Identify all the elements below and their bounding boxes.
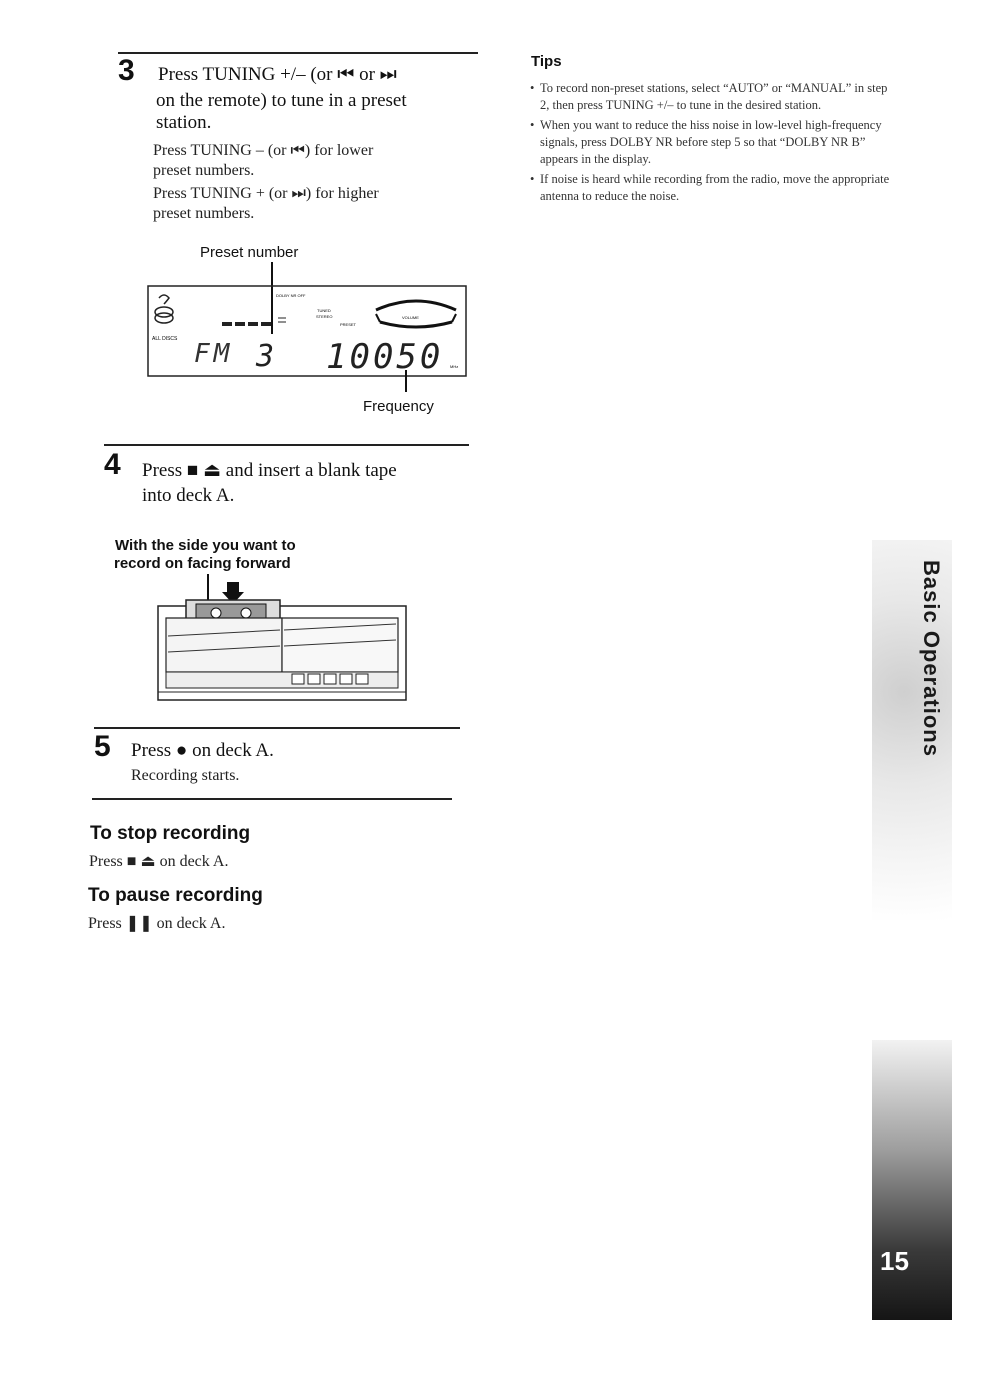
step5-body: Recording starts.	[131, 767, 240, 784]
page-number-tab	[872, 1040, 952, 1320]
preset-number-label: Preset number	[200, 244, 299, 261]
display-panel-illustration	[140, 262, 475, 392]
stop-recording-text: Press ■ ⏏ on deck A.	[89, 853, 229, 870]
all-discs-indicator: ALL DISCS	[152, 336, 178, 342]
preset-indicator: PRESET	[340, 322, 357, 327]
step3-body-line1: Press TUNING – (or ⏮) for lower	[153, 142, 374, 159]
band-readout: FM	[194, 339, 234, 369]
section-tab-label: Basic Operations	[919, 560, 944, 757]
step3-title-line2: on the remote) to tune in a preset	[156, 90, 407, 111]
tape-figure-label-line1: With the side you want to	[115, 537, 296, 554]
cassette-deck-illustration	[152, 572, 414, 706]
tape-figure-label-line2: record on facing forward	[114, 555, 291, 572]
tips-heading: Tips	[531, 53, 562, 70]
step3-top-rule	[118, 52, 478, 54]
tuned-indicator: TUNED	[317, 308, 331, 313]
step3-body-line2: preset numbers.	[153, 162, 255, 179]
tip-item: • When you want to reduce the hiss noise in low-level high-frequency signals, press DOLBY NR before step 5 so that “DOLBY NR B” appears in the display.	[530, 117, 892, 168]
preset-readout: 3	[256, 339, 275, 374]
disc-icon	[155, 295, 173, 323]
step5-number: 5	[94, 730, 111, 763]
step5-title: Press ● on deck A.	[131, 740, 274, 761]
step3-number: 3	[118, 54, 135, 87]
stop-recording-heading: To stop recording	[90, 823, 251, 844]
tips-list	[530, 80, 892, 208]
step3-title-line3: station.	[156, 112, 212, 133]
step4-number: 4	[104, 448, 121, 481]
step4-top-rule	[104, 444, 469, 446]
frequency-readout: 10050	[326, 337, 444, 377]
dolby-indicator: DOLBY NR OFF	[276, 293, 306, 298]
tip-item: • To record non-preset stations, select “AUTO” or “MANUAL” in step 2, then press TUNING +/– to tune in the desired station.	[530, 80, 892, 114]
step5-top-rule	[94, 727, 460, 729]
volume-label: VOLUME	[402, 315, 419, 320]
step3-body-line4: preset numbers.	[153, 205, 255, 222]
page-number: 15	[880, 1246, 909, 1276]
step5-bottom-rule	[92, 798, 452, 800]
step3-title-line1: Press TUNING +/– (or ⏮ or ⏭	[158, 64, 397, 85]
pause-recording-text: Press ❚❚ on deck A.	[88, 915, 226, 932]
pause-recording-heading: To pause recording	[88, 885, 263, 906]
stereo-indicator: STEREO	[316, 314, 333, 319]
step4-title-line2: into deck A.	[142, 485, 235, 506]
unit-indicator: MHz	[450, 364, 459, 369]
step4-title-line1: Press ■ ⏏ and insert a blank tape	[142, 460, 397, 481]
step3-body-line3: Press TUNING + (or ⏭) for higher	[153, 185, 379, 202]
frequency-label: Frequency	[363, 398, 434, 415]
tip-item: • If noise is heard while recording from the radio, move the appropriate antenna to reduce the noise.	[530, 171, 892, 205]
volume-indicator-icon	[376, 301, 456, 327]
